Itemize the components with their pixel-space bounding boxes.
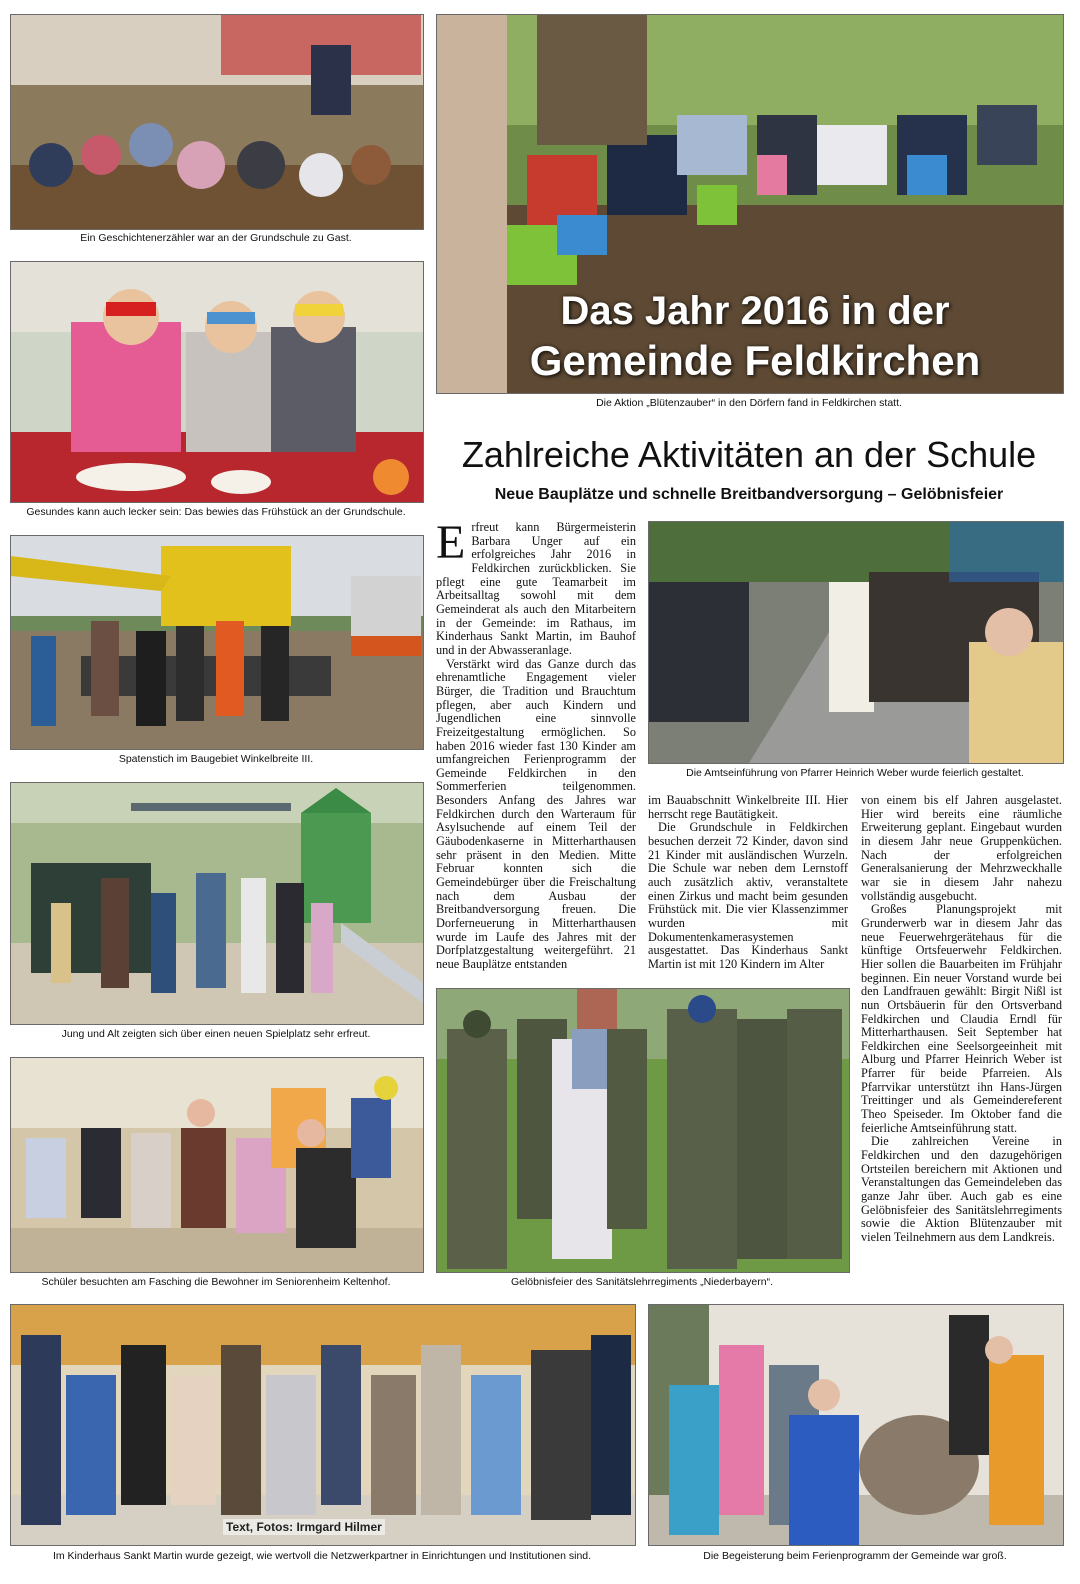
- feature-title-line1: Das Jahr 2016 in der: [560, 289, 950, 333]
- article-col2-p2: Die Grundschule in Feldkirchen besuchen derzeit 72 Kinder, davon sind 21 Kinder mit ausländischen Wurzeln. Die Schule war neben dem Lernstoff auch zusätzlich aktiv, veranstaltete einen Zirkus und macht beim gesunden Frühstück mit. Die vier Klassenzimmer wurden mit Dokumentenkamerasystemen ausgestattet. Das Kinderhaus Sankt Martin ist mit 120 Kindern im Alter: [648, 820, 848, 971]
- photo-storyteller: [10, 14, 424, 230]
- caption-priest: Die Amtseinführung von Pfarrer Heinrich Weber wurde feierlich gestaltet.: [686, 767, 1024, 779]
- caption-groundbreaking: Spatenstich im Baugebiet Winkelbreite III.: [118, 753, 314, 765]
- photo-kinderhaus: [10, 1304, 636, 1546]
- article-col3-p3: Die zahlreichen Vereine in Feldkirchen und den dazugehörigen Ortsteilen bereichern mit Aktionen und Veranstaltungen das Gemeindeleben das ganze Jahr über. Auch gab es eine Gelöbnisfeier des Sanitätslehrregiments sowie die Aktion Blütenzauber mit vielen Teilnehmern aus dem Landkreis.: [861, 1134, 1062, 1244]
- article-col2-p1: im Bauabschnitt Winkelbreite III. Hier herrscht rege Bautätigkeit.: [648, 794, 848, 821]
- caption-holiday: Die Begeisterung beim Ferienprogramm der Gemeinde war groß.: [703, 1550, 1007, 1562]
- caption-kinderhaus: Im Kinderhaus Sankt Martin wurde gezeigt, wie wertvoll die Netzwerkpartner in Einrichtungen und Institutionen sind.: [52, 1550, 592, 1562]
- article-headline: Zahlreiche Aktivitäten an der Schule: [461, 434, 1037, 475]
- photo-playground: [10, 782, 424, 1025]
- photo-pledge: [436, 988, 850, 1273]
- photo-holiday: [648, 1304, 1064, 1546]
- article-col1-p2: Verstärkt wird das Ganze durch das ehrenamtliche Engagement vieler Bürger, die Tradition und Brauchtum pflegen, aber auch Kindern und Jugendlichen eine sinnvolle Freizeitgestaltung ermöglichen. So haben 2016 wieder fast 130 Kinder am umfangreichen Ferienprogramm der Gemeinde Feldkirchen in den Sommerferien teilgenommen. Besonders Anfang des Jahres war Feldkirchen durch den Warteraum für Asylsuchende auf einem Teil der Gäubodenkaserne in Mitterharthausen sehr präsent in den Medien. Mitte Februar konnten sich die Gemeindebürger über die Freischaltung nach dem Ausbau der Breitbandversorgung freuen. Die Dorferneuerung in Mitterharthausen wurde im Laufe des Jahres mit der Dorfplatzgestaltung weitergeführt. 21 neue Bauplätze entstanden: [436, 656, 636, 971]
- caption-playground: Jung und Alt zeigten sich über einen neuen Spielplatz sehr erfreut.: [61, 1028, 371, 1040]
- article-column-2: [648, 794, 848, 977]
- article-dropcap: E: [436, 521, 466, 569]
- photo-bluetenzauber: [436, 14, 1064, 394]
- article-col1-p1: rfreut kann Bürgermeisterin Barbara Unger auf ein erfolgreiches Jahr 2016 in Feldkirchen zurückblicken. Sie pflegt eine gute Teamarbeit im Arbeitsalltag sowohl mit dem Gemeinderat als auch den Mitarbeitern in der Gemeinde: im Rathaus, im Kinderhaus Sankt Martin, im Bauhof und in der Abwasseranlage.: [436, 521, 636, 657]
- caption-breakfast: Gesundes kann auch lecker sein: Das bewies das Frühstück an der Grundschule.: [26, 506, 406, 518]
- photo-seniors: [10, 1057, 424, 1273]
- caption-pledge: Gelöbnisfeier des Sanitätslehrregiments „Niederbayern“.: [510, 1276, 774, 1288]
- photo-breakfast: [10, 261, 424, 503]
- article-subheadline: Neue Bauplätze und schnelle Breitbandversorgung – Gelöbnisfeier: [494, 486, 1004, 503]
- article-column-3: [861, 794, 1062, 1294]
- caption-storyteller: Ein Geschichtenerzähler war an der Grundschule zu Gast.: [80, 232, 352, 244]
- photo-groundbreaking: [10, 535, 424, 750]
- caption-seniors: Schüler besuchten am Fasching die Bewohner im Seniorenheim Keltenhof.: [41, 1276, 391, 1288]
- article-column-1: [436, 521, 636, 977]
- article-col3-p1: von einem bis elf Jahren ausgelastet. Hier wird bereits eine räumliche Erweiterung geplant. Eingebaut wurden in diesem Jahr neue Gruppenküchen. Nach der erfolgreichen Generalsanierung der Mehrzweckhalle war sie in diesem Jahr nahezu vollständig ausgebucht.: [861, 794, 1062, 903]
- photo-priest: [648, 521, 1064, 764]
- caption-bluetenzauber: Die Aktion „Blütenzauber“ in den Dörfern fand in Feldkirchen statt.: [596, 397, 902, 409]
- feature-title-line2: Gemeinde Feldkirchen: [529, 337, 981, 384]
- photo-credit: Text, Fotos: Irmgard Hilmer: [223, 1519, 385, 1535]
- article-col3-p2: Großes Planungsprojekt mit Grunderwerb war in diesem Jahr das neue Feuerwehrgerätehaus für die künftige Ortsfeuerwehr Feldkirchen. Hier sollen die Bauarbeiten im Frühjahr beginnen. Ein neuer Vorstand wurde bei den Landfrauen gewählt: Birgit Nißl ist nun Ortsbäuerin für den Ortsverband Feldkirchen und Claudia Erndl für Mitterharthausen. Seit September hat Feldkirchen eine Seelsorgeeinheit mit Alburg und Pfarrer Heinrich Weber ist Pfarrer für beide Pfarreien. Als Pfarrvikar unterstützt ihn Hans-Jürgen Treittinger und als Gemeindereferent Theo Speiseder. Im Oktober fand die feierliche Amtseinführung statt.: [861, 902, 1062, 1135]
